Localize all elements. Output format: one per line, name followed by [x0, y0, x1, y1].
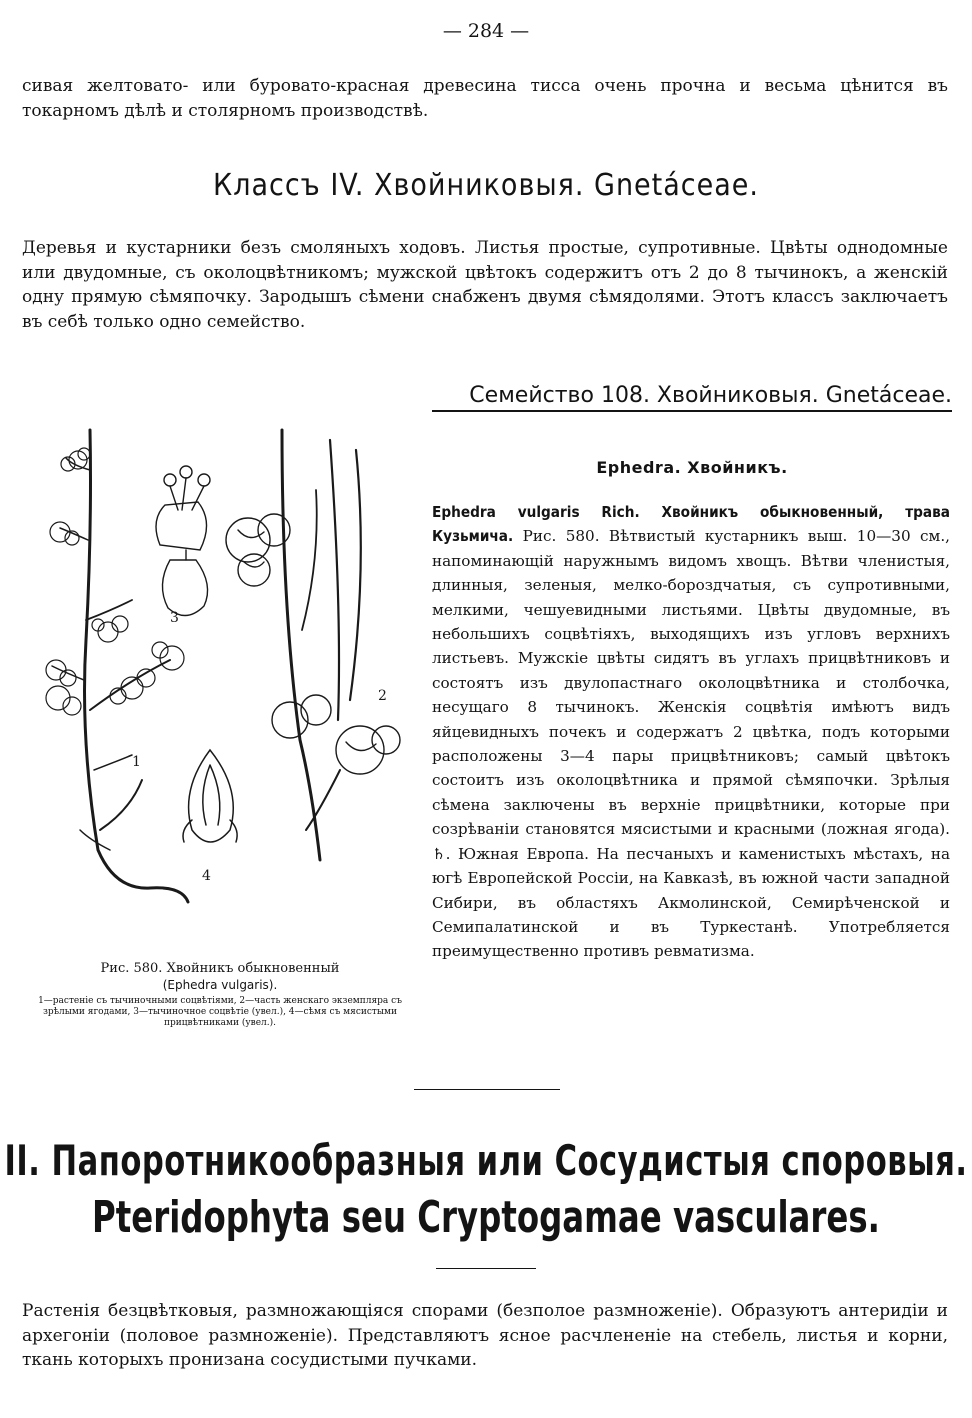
figure-label-3: 3 — [170, 610, 179, 626]
genus-heading: Ephedra. Хвойникъ. — [596, 458, 788, 477]
section-divider-top — [414, 1089, 560, 1090]
class-heading: Классъ IV. Хвойниковыя. Gnetáceae. — [213, 168, 759, 203]
species-name: Ephedra vulgaris Rich. Хвойникъ обыкновенный, трава Кузьмича. — [432, 503, 950, 546]
family-heading: Семейство 108. Хвойниковыя. Gnetáceae. — [432, 383, 952, 412]
ephedra-illustration — [20, 410, 420, 960]
class-description: Деревья и кустарники безъ смоляныхъ ходовъ. Листья простые, супротивные. Цвѣты однодомные или двудомные, съ околоцвѣтникомъ; мужской цвѣтокъ содержитъ отъ 2 до 8 тычинокъ, а женскій одну прямую сѣмяпочку. Зародышъ сѣмени снабженъ двумя сѣмядолями. Этотъ классъ заключаетъ въ себѣ только одно семейство. — [22, 238, 948, 332]
page-number: — 284 — — [442, 20, 530, 42]
species-description — [432, 500, 950, 964]
intro-paragraph: сивая желтовато- или буровато-красная древесина тисса очень прочна и весьма цѣнится въ токарномъ дѣлѣ и столярномъ производствѣ. — [22, 76, 948, 121]
section-divider-bottom — [436, 1268, 536, 1269]
figure-label-4: 4 — [202, 868, 211, 884]
caption-latin: (Ephedra vulgaris). — [162, 978, 278, 992]
caption-title: Рис. 580. Хвойникъ обыкновенный — [100, 961, 340, 976]
figure-caption — [20, 960, 420, 1029]
figure-label-2: 2 — [378, 688, 387, 704]
section-description: Растенія безцвѣтковыя, размножающіяся спорами (безполое размноженіе). Образуютъ антеридіи и архегоніи (половое размноженіе). Представляютъ ясное расчлененіе на стебель, листья и корни, ткань которыхъ пронизана сосудистыми пучками. — [22, 1301, 948, 1370]
section-heading-ru: II. Папоротникообразныя или Сосудистыя споровыя. — [4, 1137, 968, 1186]
figure-label-1: 1 — [132, 754, 141, 770]
section-heading-lat: Pteridophyta seu Cryptogamae vasculares. — [92, 1193, 880, 1244]
caption-detail: 1—растеніе съ тычиночными соцвѣтіями, 2—часть женскаго экземпляра съ зрѣлыми ягодами, 3—тычиночное соцвѣтіе (увел.), 4—сѣмя съ мясистыми прицвѣтниками (увел.). — [38, 996, 402, 1028]
species-text: Рис. 580. Вѣтвистый кустарникъ выш. 10—30 см., напоминающій наружнымъ видомъ хвощъ. Вѣтви членистыя, длинныя, зеленыя, мелко-бороздчатыя, съ супротивными, мелкими, чешуевидными листьями. Цвѣты двудомные, въ небольшихъ соцвѣтіяхъ, выходящихъ изъ угловъ верхнихъ листьевъ. Мужскіе цвѣты сидятъ въ углахъ прицвѣтниковъ и состоятъ изъ двулопастнаго околоцвѣтника и столбочка, несущаго 8 тычинокъ. Женскія соцвѣтія имѣютъ видъ яйцевидныхъ почекъ и содержатъ 2 цвѣтка, подъ которыми расположены 3—4 пары прицвѣтниковъ; самый цвѣтокъ состоитъ изъ околоцвѣтника и прямой сѣмяпочки. Зрѣлыя сѣмена заключены въ верхніе прицвѣтники, которые при созрѣваніи становятся мясистыми и красными (ложная ягода). ♄. Южная Европа. На песчаныхъ и каменистыхъ мѣстахъ, на югѣ Европейской Россіи, на Кавказѣ, въ южной части западной Сибири, въ областяхъ Акмолинской, Семирѣченской и Семипалатинской и въ Туркестанѣ. Употребляется преимущественно противъ ревматизма. — [432, 527, 951, 961]
